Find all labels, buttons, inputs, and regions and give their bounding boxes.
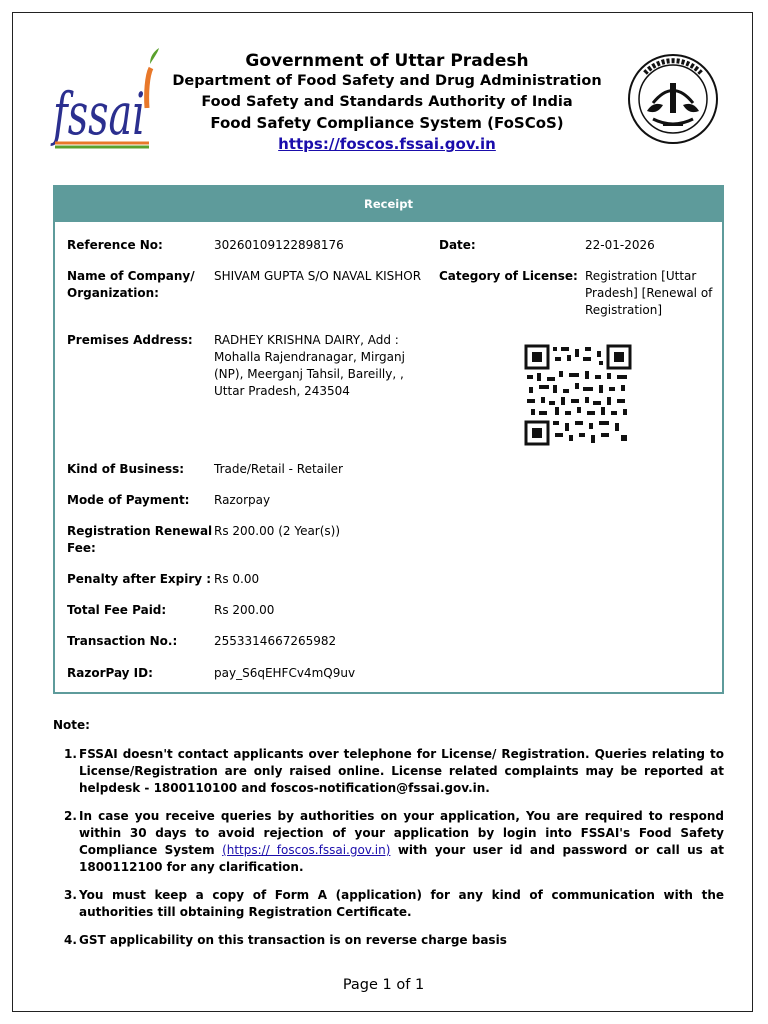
authority-name: Food Safety and Standards Authority of India <box>201 94 573 110</box>
renewal-fee-value: Rs 200.00 (2 Year(s)) <box>214 524 341 538</box>
list-item <box>64 746 724 797</box>
premises-label: Premises Address: <box>67 333 193 347</box>
transaction-label: Transaction No.: <box>67 634 178 648</box>
razorpay-label: RazorPay ID: <box>67 666 153 680</box>
list-item <box>64 932 724 949</box>
premises-value-line3: (NP), Meerganj Tahsil, Bareilly, , <box>214 367 404 381</box>
business-value: Trade/Retail - Retailer <box>214 462 343 476</box>
razorpay-value: pay_S6qEHFCv4mQ9uv <box>214 666 356 680</box>
payment-value: Razorpay <box>214 493 271 507</box>
category-value-line2: Pradesh] [Renewal of <box>585 286 713 300</box>
date-value: 22-01-2026 <box>585 238 655 252</box>
payment-label: Mode of Payment: <box>67 493 190 507</box>
category-value-line3: Registration] <box>585 303 663 317</box>
note-number: 1. <box>64 747 77 761</box>
page-border <box>12 12 753 1012</box>
note-text: In case you receive queries by authorities on your application, You are required to respond within 30 days to avoid rejection of your application by login into FSSAI's Food Safety Compliance System <box>79 809 724 857</box>
penalty-label: Penalty after Expiry : <box>67 572 212 586</box>
company-value: SHIVAM GUPTA S/O NAVAL KISHOR <box>214 269 422 283</box>
note-number: 3. <box>64 888 77 902</box>
total-fee-label: Total Fee Paid: <box>67 603 167 617</box>
business-label: Kind of Business: <box>67 462 185 476</box>
premises-value-line2: Mohalla Rajendranagar, Mirganj <box>214 350 405 364</box>
reference-value: 30260109122898176 <box>214 238 344 252</box>
company-label: Name of Company/ <box>67 269 195 283</box>
date-label: Date: <box>439 238 476 252</box>
category-value-line1: Registration [Uttar <box>585 269 697 283</box>
foscos-link[interactable]: (https:// foscos.fssai.gov.in) <box>222 843 391 857</box>
list-item <box>64 808 724 876</box>
transaction-value: 2553314667265982 <box>214 634 337 648</box>
note-title: Note: <box>53 718 90 732</box>
receipt-heading: Receipt <box>55 187 722 222</box>
note-number: 4. <box>64 933 77 947</box>
company-label-2: Organization: <box>67 286 159 300</box>
penalty-value: Rs 0.00 <box>214 572 260 586</box>
page-title: Government of Uttar Pradesh <box>245 51 529 71</box>
note-text: GST applicability on this transaction is on reverse charge basis <box>79 933 507 947</box>
qr-code <box>525 345 631 445</box>
note-text-cont: with your user id and password or call us at 1800112100 for any clarification. <box>79 843 724 874</box>
renewal-fee-label-2: Fee: <box>67 541 96 555</box>
note-text: You must keep a copy of Form A (application) for any kind of communication with the authorities till obtaining Registration Certificate. <box>79 888 724 919</box>
department-name: Department of Food Safety and Drug Administration <box>172 73 602 89</box>
system-name: Food Safety Compliance System (FoSCoS) <box>210 114 564 132</box>
page-number: Page 1 of 1 <box>342 977 425 993</box>
portal-link[interactable]: https://foscos.fssai.gov.in <box>278 135 496 153</box>
notes-list <box>64 746 724 960</box>
list-item <box>64 887 724 921</box>
fssai-logo <box>51 46 159 151</box>
svg-text:fssai: fssai <box>50 80 146 148</box>
note-number: 2. <box>64 809 77 823</box>
renewal-fee-label: Registration Renewal <box>67 524 213 538</box>
receipt-panel <box>53 185 724 694</box>
category-label: Category of License: <box>439 269 578 283</box>
up-emblem-seal <box>623 53 723 145</box>
note-text: FSSAI doesn't contact applicants over telephone for License/ Registration. Queries relating to License/Registration are only raised online. License related complaints may be reported at helpdesk - 1800110100 and foscos-notification@fssai.gov.in. <box>79 747 724 795</box>
premises-value-line4: Uttar Pradesh, 243504 <box>214 384 350 398</box>
reference-label: Reference No: <box>67 238 163 252</box>
premises-value-line1: RADHEY KRISHNA DAIRY, Add : <box>214 333 399 347</box>
total-fee-value: Rs 200.00 <box>214 603 275 617</box>
